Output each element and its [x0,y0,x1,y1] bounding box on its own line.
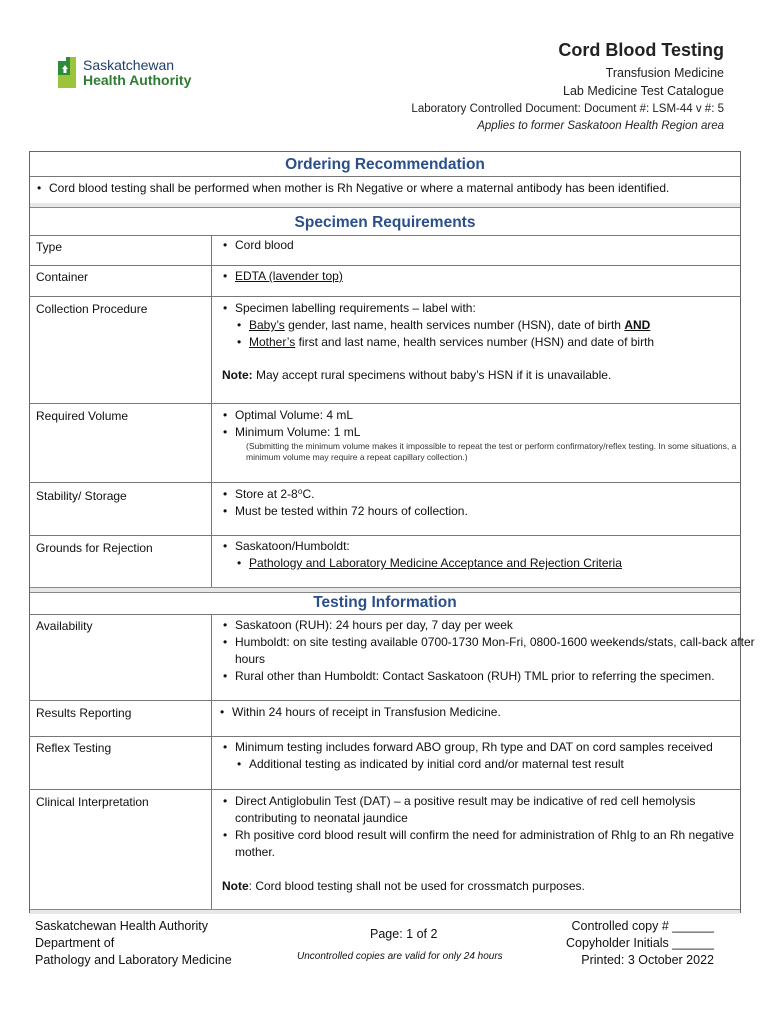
footer-divider [30,909,740,914]
header-doc-ref: Laboratory Controlled Document: Document #: LSM-44 v #: 5 [411,103,724,115]
volume-note: (Submitting the minimum volume makes it impossible to repeat the test or perform confirmatory/reflex testing. In some situations, a minimum volume may require a repeat capillary collection.) [246,441,737,462]
row-volume [29,403,741,482]
sha-logo-icon [56,55,78,90]
header-applies: Applies to former Saskatoon Health Region area [477,120,724,132]
collection-intro: • Specimen labelling requirements – label with: [222,300,752,317]
row-collection [29,296,741,403]
rejection-criteria-link[interactable]: Pathology and Laboratory Medicine Acceptance and Rejection Criteria [249,556,622,570]
reflex-label: Reflex Testing [36,741,112,755]
collection-baby: • Baby’s gender, last name, health services number (HSN), date of birth AND [236,317,752,334]
divider [30,203,740,208]
clinical-rh: • Rh positive cord blood result will confirm the need for administration of RhIg to an Rh negative mother. [222,827,742,861]
clinical-dat: • Direct Antiglobulin Test (DAT) – a positive result may be indicative of red cell hemolysis contributing to neonatal jaundice [222,793,742,827]
header-catalogue: Lab Medicine Test Catalogue [563,84,724,98]
footer-uncontrolled: Uncontrolled copies are valid for only 24 hours [297,951,503,962]
logo-line1: Saskatchewan [83,57,175,73]
results-value: • Within 24 hours of receipt in Transfusion Medicine. [219,704,501,721]
clinical-label: Clinical Interpretation [36,795,149,809]
specimen-title: Specimen Requirements [294,214,476,231]
ordering-text: • Cord blood testing shall be performed when mother is Rh Negative or where a maternal antibody has been identified. [36,181,740,195]
footer-page: Page: 1 of 2 [370,927,438,941]
testing-title: Testing Information [313,594,457,611]
container-label: Container [36,270,89,284]
storage-temp: • Store at 2-8⁰C. [222,486,468,503]
rejection-site: • Saskatoon/Humboldt: [222,538,622,555]
row-availability [29,614,755,700]
ordering-body [30,176,740,195]
footer-control: Controlled copy # ______ Copyholder Initials ______ Printed: 3 October 2022 [565,919,714,967]
availability-humboldt: • Humboldt: on site testing available 0700-1730 Mon-Fri, 0800-1600 weekends/stats, call-back after hours [222,634,762,668]
reflex-additional: • Additional testing as indicated by initial cord and/or maternal test result [236,756,762,773]
type-value: • Cord blood [222,237,294,254]
collection-label: Collection Procedure [36,302,148,316]
results-label: Results Reporting [36,706,132,720]
reflex-minimum: • Minimum testing includes forward ABO group, Rh type and DAT on cord samples received [222,739,762,756]
row-results [29,700,741,736]
storage-time: • Must be tested within 72 hours of collection. [222,503,468,520]
header-dept: Transfusion Medicine [605,66,724,80]
availability-rural: • Rural other than Humboldt: Contact Saskatoon (RUH) TML prior to referring the specimen. [222,668,762,685]
ordering-section [30,152,740,174]
container-value[interactable]: EDTA (lavender top) [235,269,343,283]
volume-optimal: • Optimal Volume: 4 mL [222,407,742,424]
row-rejection [29,535,741,587]
collection-note: Note: May accept rural specimens without baby’s HSN if it is unavailable. [222,368,612,382]
row-reflex [29,736,741,789]
logo-line2: Health Authority [83,72,192,88]
ordering-title: Ordering Recommendation [285,156,485,173]
row-type [29,235,741,265]
page-title: Cord Blood Testing [558,40,724,60]
row-container [29,265,741,296]
row-clinical [29,789,741,913]
footer-org: Saskatchewan Health Authority Department of Pathology and Laboratory Medicine [35,919,232,967]
divider [30,587,740,593]
row-storage [29,482,741,535]
availability-saskatoon: • Saskatoon (RUH): 24 hours per day, 7 day per week [222,617,762,634]
collection-mother: • Mother’s first and last name, health services number (HSN) and date of birth [236,334,752,351]
volume-minimum: • Minimum Volume: 1 mL [222,424,742,441]
availability-label: Availability [36,619,93,633]
clinical-note: Note: Cord blood testing shall not be used for crossmatch purposes. [222,879,585,893]
rejection-label: Grounds for Rejection [36,541,153,555]
type-label: Type [36,240,63,254]
storage-label: Stability/ Storage [36,489,127,503]
volume-label: Required Volume [36,409,129,423]
